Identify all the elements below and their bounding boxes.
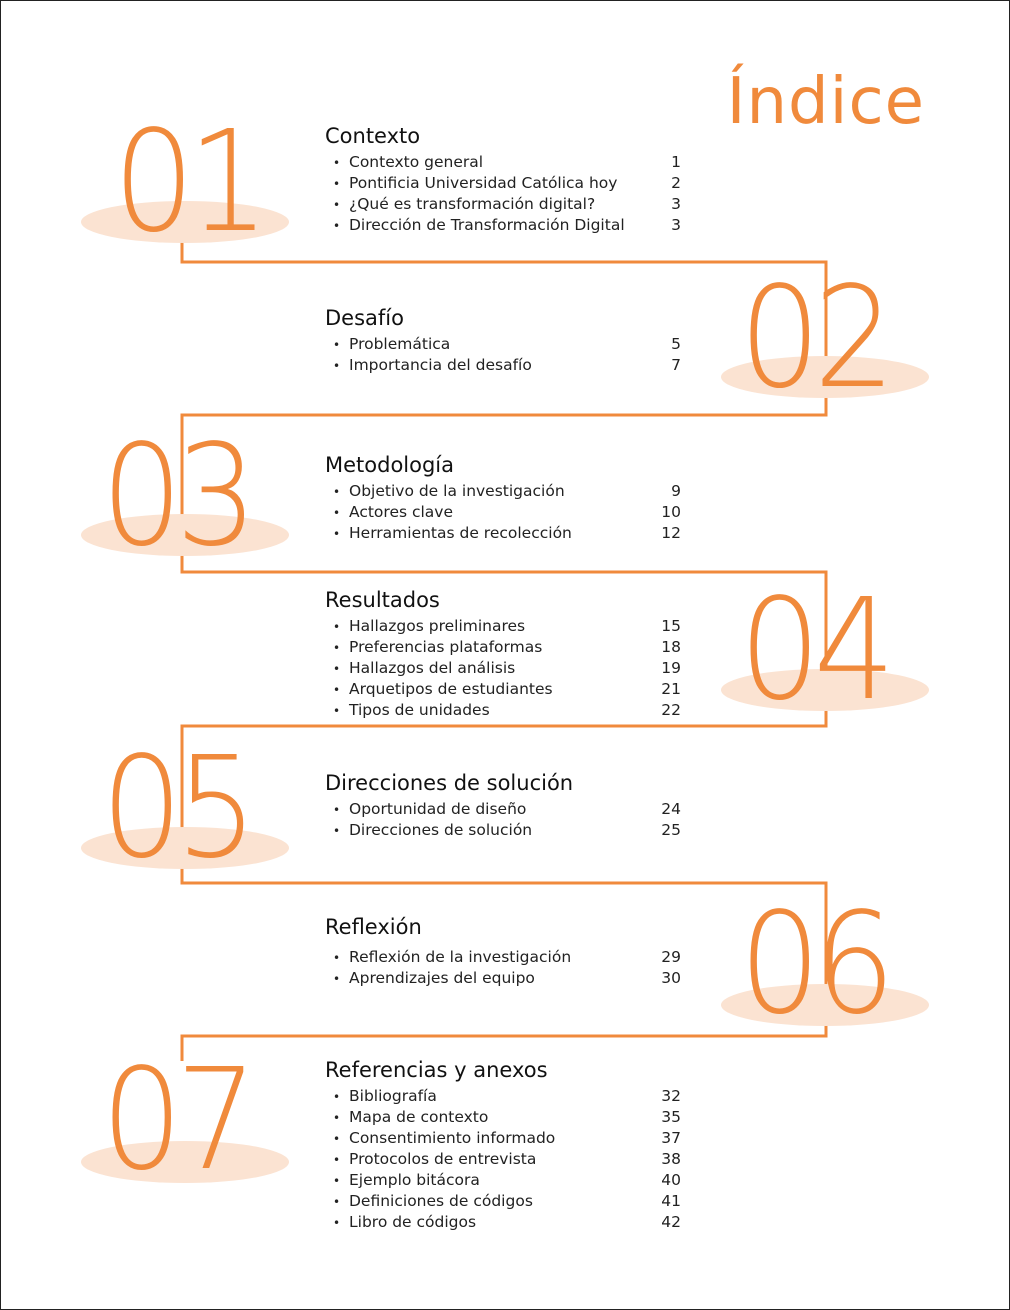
toc-item-label: Preferencias plataformas — [349, 638, 543, 656]
toc-item-label: Problemática — [349, 335, 451, 353]
toc-item-label: Reflexión de la investigación — [349, 948, 572, 966]
toc-item[interactable] — [325, 679, 681, 700]
toc-item-page: 30 — [661, 969, 681, 987]
bullet-icon: • — [333, 1195, 341, 1209]
section-title[interactable]: Direcciones de solución — [325, 771, 574, 795]
toc-item-label: ¿Qué es transformación digital? — [349, 195, 596, 213]
bullet-icon: • — [333, 219, 341, 233]
section-03-number: 03 — [101, 415, 251, 578]
toc-item[interactable] — [325, 1128, 681, 1149]
toc-item[interactable] — [325, 799, 681, 820]
bullet-icon: • — [333, 803, 341, 817]
toc-item-page: 2 — [671, 174, 681, 192]
toc-item-label: Hallazgos del análisis — [349, 659, 516, 677]
section-contexto — [325, 124, 681, 236]
toc-item-label: Consentimiento informado — [349, 1129, 556, 1147]
section-referencias — [325, 1058, 681, 1233]
toc-item[interactable] — [325, 968, 681, 989]
toc-item-page: 42 — [661, 1213, 681, 1231]
toc-item-label: Definiciones de códigos — [349, 1192, 533, 1210]
toc-item-label: Libro de códigos — [349, 1213, 477, 1231]
toc-item-page: 41 — [661, 1192, 681, 1210]
section-02-number: 02 — [739, 257, 889, 420]
toc-item-page: 7 — [671, 356, 681, 374]
bullet-icon: • — [333, 198, 341, 212]
toc-item[interactable] — [325, 334, 681, 355]
toc-item-label: Bibliografía — [349, 1087, 437, 1105]
section-title[interactable]: Metodología — [325, 453, 455, 477]
bullet-icon: • — [333, 338, 341, 352]
toc-item-label: Tipos de unidades — [349, 701, 490, 719]
section-06-number: 06 — [739, 883, 889, 1046]
toc-item-page: 9 — [671, 482, 681, 500]
toc-item-page: 40 — [661, 1171, 681, 1189]
bullet-icon: • — [333, 1216, 341, 1230]
toc-item[interactable] — [325, 523, 681, 544]
toc-item[interactable] — [325, 658, 681, 679]
toc-item-label: Oportunidad de diseño — [349, 800, 527, 818]
toc-item-page: 3 — [671, 195, 681, 213]
bullet-icon: • — [333, 683, 341, 697]
page-title: Índice — [726, 65, 925, 139]
toc-item[interactable] — [325, 481, 681, 502]
toc-item[interactable] — [325, 502, 681, 523]
toc-item-label: Hallazgos preliminares — [349, 617, 526, 635]
toc-item-page: 22 — [661, 701, 681, 719]
toc-item[interactable] — [325, 355, 681, 376]
bullet-icon: • — [333, 662, 341, 676]
bullet-icon: • — [333, 1174, 341, 1188]
section-direcciones — [325, 771, 681, 841]
bullet-icon: • — [333, 641, 341, 655]
toc-item-page: 37 — [661, 1129, 681, 1147]
bullet-icon: • — [333, 1090, 341, 1104]
toc-item-page: 21 — [661, 680, 681, 698]
section-title[interactable]: Referencias y anexos — [325, 1058, 548, 1082]
toc-item-page: 38 — [661, 1150, 681, 1168]
toc-item-label: Herramientas de recolección — [349, 524, 572, 542]
bullet-icon: • — [333, 620, 341, 634]
toc-item-label: Dirección de Transformación Digital — [349, 216, 625, 234]
toc-item[interactable] — [325, 1191, 681, 1212]
bullet-icon: • — [333, 177, 341, 191]
section-title[interactable]: Resultados — [325, 588, 440, 612]
toc-item-label: Direcciones de solución — [349, 821, 533, 839]
section-metodologia — [325, 453, 681, 544]
toc-item[interactable] — [325, 1107, 681, 1128]
bullet-icon: • — [333, 485, 341, 499]
toc-item-label: Objetivo de la investigación — [349, 482, 565, 500]
section-07-number: 07 — [101, 1039, 251, 1202]
section-05-number: 05 — [101, 727, 251, 890]
toc-item[interactable] — [325, 173, 681, 194]
toc-item[interactable] — [325, 215, 681, 236]
toc-item-label: Ejemplo bitácora — [349, 1171, 480, 1189]
bullet-icon: • — [333, 527, 341, 541]
toc-item[interactable] — [325, 637, 681, 658]
toc-item-label: Protocolos de entrevista — [349, 1150, 537, 1168]
bullet-icon: • — [333, 951, 341, 965]
toc-item-page: 1 — [671, 153, 681, 171]
toc-item-page: 24 — [661, 800, 681, 818]
section-resultados — [325, 588, 681, 721]
bullet-icon: • — [333, 1111, 341, 1125]
section-04-number: 04 — [739, 569, 889, 732]
toc-item-label: Contexto general — [349, 153, 484, 171]
toc-item-page: 12 — [661, 524, 681, 542]
toc-item-label: Actores clave — [349, 503, 454, 521]
toc-item-page: 3 — [671, 216, 681, 234]
toc-item-label: Pontificia Universidad Católica hoy — [349, 174, 618, 192]
toc-item[interactable] — [325, 947, 681, 968]
toc-item[interactable] — [325, 1149, 681, 1170]
toc-item[interactable] — [325, 820, 681, 841]
bullet-icon: • — [333, 156, 341, 170]
toc-item[interactable] — [325, 152, 681, 173]
toc-item-page: 29 — [661, 948, 681, 966]
bullet-icon: • — [333, 1132, 341, 1146]
section-title[interactable]: Desafío — [325, 306, 404, 330]
toc-item-page: 25 — [661, 821, 681, 839]
bullet-icon: • — [333, 704, 341, 718]
bullet-icon: • — [333, 359, 341, 373]
toc-item-page: 19 — [661, 659, 681, 677]
bullet-icon: • — [333, 972, 341, 986]
toc-item[interactable] — [325, 1170, 681, 1191]
toc-item-page: 5 — [671, 335, 681, 353]
section-title[interactable]: Contexto — [325, 124, 421, 148]
toc-item-label: Arquetipos de estudiantes — [349, 680, 553, 698]
bullet-icon: • — [333, 506, 341, 520]
toc-item[interactable] — [325, 1086, 681, 1107]
toc-item[interactable] — [325, 1212, 681, 1233]
section-desafio — [325, 306, 681, 376]
toc-item[interactable] — [325, 616, 681, 637]
toc-item-page: 35 — [661, 1108, 681, 1126]
toc-item-page: 10 — [661, 503, 681, 521]
toc-item[interactable] — [325, 700, 681, 721]
toc-item-label: Aprendizajes del equipo — [349, 969, 535, 987]
toc-item-page: 18 — [661, 638, 681, 656]
section-title[interactable]: Reflexión — [325, 915, 422, 939]
toc-item[interactable] — [325, 194, 681, 215]
toc-item-label: Importancia del desafío — [349, 356, 532, 374]
section-01-number: 01 — [113, 101, 263, 264]
toc-item-page: 32 — [661, 1087, 681, 1105]
bullet-icon: • — [333, 824, 341, 838]
bullet-icon: • — [333, 1153, 341, 1167]
toc-item-page: 15 — [661, 617, 681, 635]
toc-item-label: Mapa de contexto — [349, 1108, 489, 1126]
section-reflexion — [325, 915, 681, 989]
